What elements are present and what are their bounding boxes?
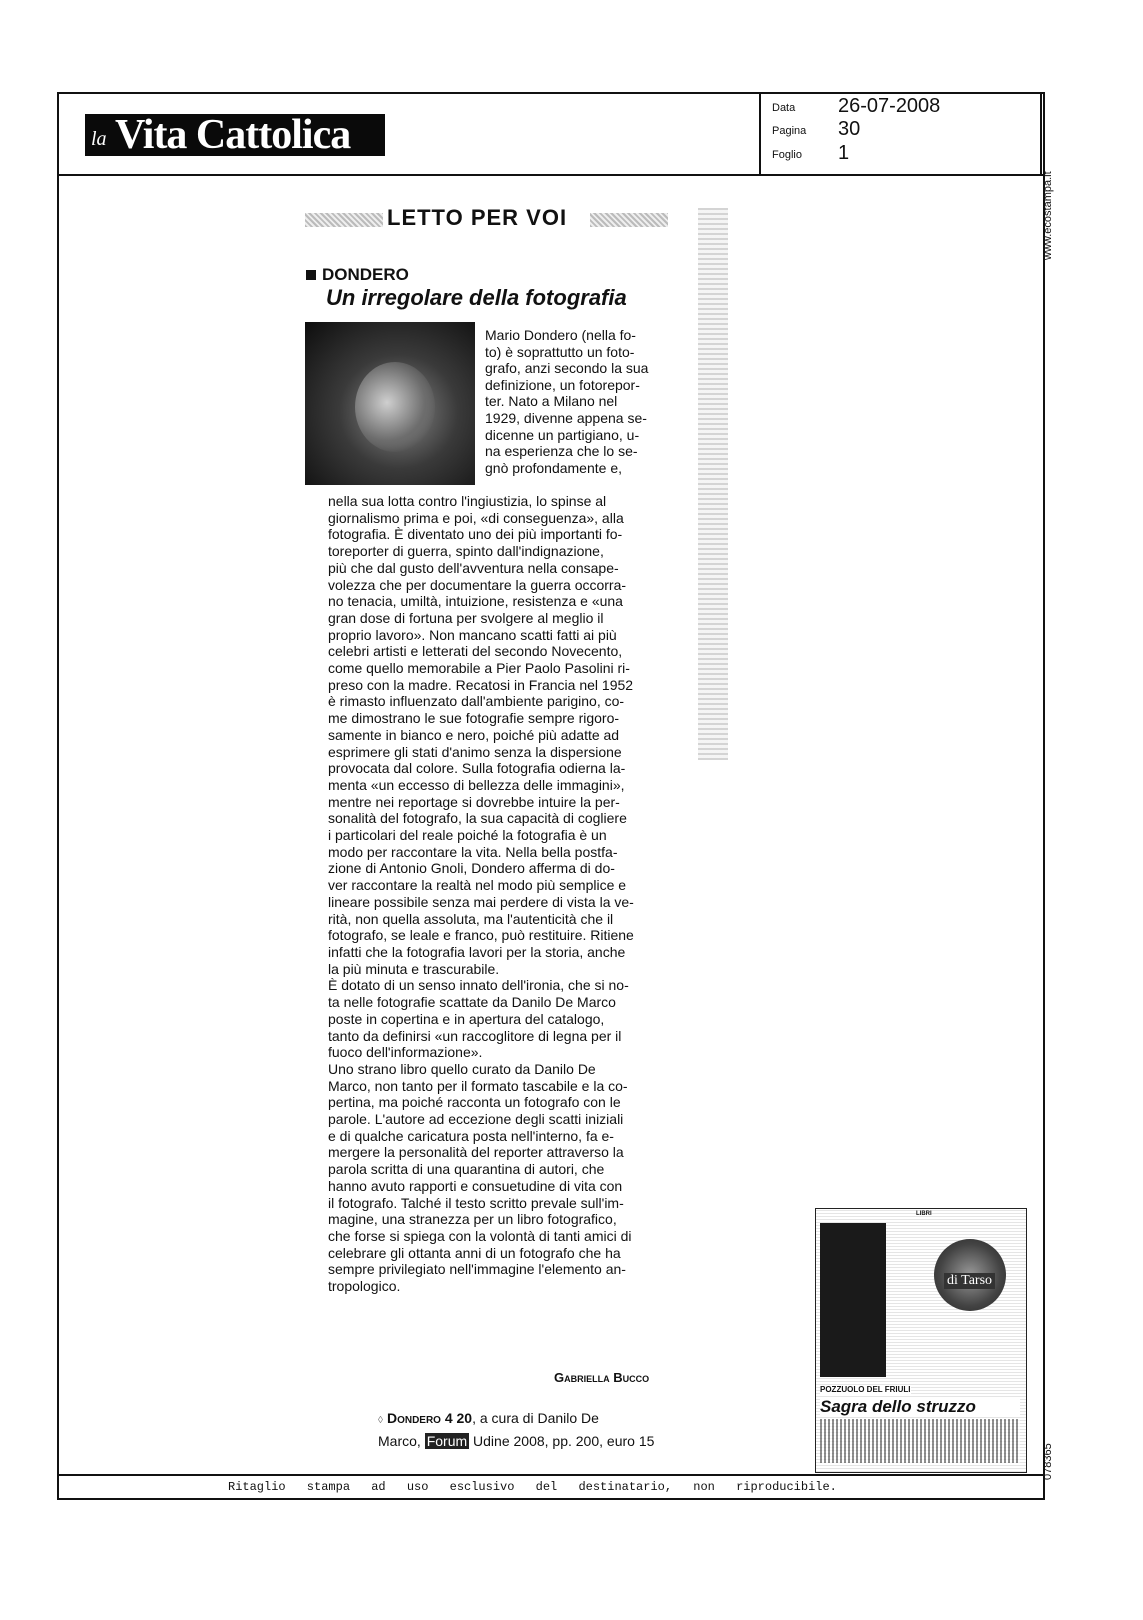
- portrait-photo: [305, 322, 475, 485]
- sheet-value: 1: [838, 142, 850, 164]
- book-reference: [378, 1408, 654, 1451]
- book-publisher: Forum: [426, 1433, 468, 1449]
- photo-subject: [355, 362, 435, 452]
- book-line2-end: Udine 2008, pp. 200, euro 15: [469, 1433, 655, 1449]
- masthead-prefix: la: [91, 128, 107, 150]
- kicker-text: DONDERO: [322, 265, 409, 284]
- article-kicker: [306, 265, 409, 285]
- book-curator: , a cura di Danilo De: [472, 1410, 599, 1426]
- rubric-ornament-right: [590, 213, 668, 227]
- section-rubric: [305, 205, 670, 233]
- thumbnail-ad-block: [820, 1419, 1020, 1463]
- masthead-title: Vita Cattolica: [115, 112, 351, 158]
- thumbnail-event: Sagra dello struzzo: [820, 1397, 1020, 1417]
- article-intro-text: Mario Dondero (nella fo- to) è soprattutto un foto- grafo, anzi secondo la sua definizione, un fotorepor- ter. Nato a Milano nel 1929, divenne appena se- dicenne un partigiano, u- na esperienza che lo se- gnò profondamente e,: [485, 327, 649, 476]
- clipping-code: 078365: [1042, 1443, 1054, 1480]
- decorative-column-stripe: [698, 208, 728, 760]
- bullet-square-icon: [306, 270, 316, 280]
- article-headline: Un irregolare della fotografia: [326, 285, 627, 310]
- book-line2-start: Marco,: [378, 1433, 425, 1449]
- masthead-logo: [85, 114, 385, 156]
- rubric-ornament-left: [305, 213, 383, 227]
- page-label: Pagina: [772, 125, 807, 137]
- thumbnail-town: POZZUOLO DEL FRIULI: [820, 1385, 911, 1394]
- rubric-title: LETTO PER VOI: [387, 205, 568, 230]
- book-title: Dondero 4 20: [386, 1410, 473, 1426]
- source-url: www.ecostampa.it: [1042, 171, 1054, 260]
- article-author: Gabriella Bucco: [554, 1370, 650, 1385]
- page-value: 30: [838, 118, 861, 140]
- sheet-label: Foglio: [772, 149, 802, 161]
- thumbnail-article-block: [820, 1223, 886, 1377]
- footer-disclaimer: Ritaglio stampa ad uso esclusivo del destinatario, non riproducibile.: [228, 1480, 837, 1494]
- article-body-text: nella sua lotta contro l'ingiustizia, lo spinse al giornalismo prima e poi, «di conseguenza», alla fotografia. È diventato uno dei più importanti fo- toreporter di guerra, spinto dall'indignazione, più che dal gusto dell'avventura nella consape- volezza che per documentare la guerra occorra- no tenacia, umiltà, intuizione, resistenza e «una gran dose di fortuna per svolgere al meglio il proprio lavoro». Non mancano scatti fatti ai più celebri artisti e letterati del secondo Novecento, come quello memorabile a Pier Paolo Pasolini ri- preso con la madre. Recatosi in Francia nel 1952 è rimasto influenzato dall'ambiente parigino, co- me dimostrano le sue fotografie sempre rigoro- samente in bianco e nero, poiché più adatte ad esprimere gli stati d'animo senza la dispersione provocata dal colore. Sulla fotografia odierna la- menta «un eccesso di bellezza delle immagini», mentre nei reportage si dovrebbe intuire la per- sonalità del fotografo, la sua capacità di cogliere i particolari del reale poiché la fotografia è un modo per raccontare la vita. Nella bella postfa- zione di Antonio Gnoli, Dondero afferma di do- ver raccontare la realtà nel modo più semplice e lineare possibile senza mai perdere di vista la ve- rità, non quella assoluta, ma l'autenticità che il fotografo, se leale e franco, può restituire. Ritiene infatti che la fotografia lavori per la storia, anche la più minuta e trascurabile. È dotato di un senso innato dell'ironia, che si no- ta nelle fotografie scattate da Danilo De Marco poste in copertina e in apertura del catalogo, tanto da definirsi «un raccoglitore di legna per il fuoco dell'informazione». Uno strano libro quello curato da Danilo De Marco, non tanto per il formato tascabile e la co- pertina, ma poiché racconta un fotografo con le parole. L'autore ad eccezione degli scatti iniziali e di qualche caricatura posta nell'interno, fa e- mergere la personalità del reporter attraverso la parola scritta di una quarantina di autori, che hanno avuto rapporti e consuetudine di vita con il fotografo. Talché il testo scritto prevale sull'im- magine, una stranezza per un libro fotografico, che forse si spiega con la volontà di tanti amici di celebrare gli ottanta anni di un fotografo che ha sempre privilegiato nell'immagine l'elemento an- tropologico.: [328, 493, 634, 1295]
- footer-divider: [57, 1474, 1045, 1476]
- date-value: 26-07-2008: [838, 95, 941, 117]
- book-icon: ◊: [378, 1415, 383, 1426]
- date-label: Data: [772, 102, 796, 114]
- thumbnail-tarso: di Tarso: [944, 1273, 995, 1289]
- thumbnail-section: LIBRI: [916, 1211, 932, 1217]
- page-thumbnail: [815, 1208, 1027, 1473]
